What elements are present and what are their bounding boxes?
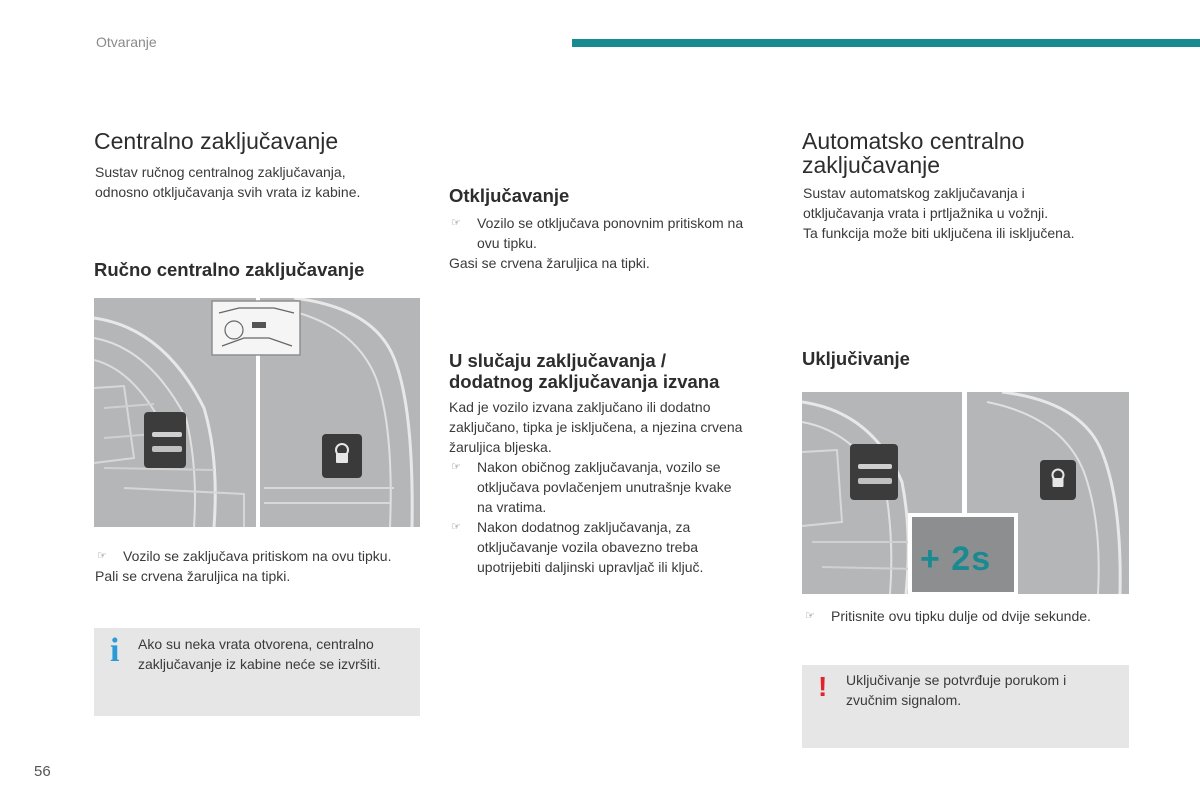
- intro-line: Ta funkcija može biti uključena ili isključena.: [803, 225, 1075, 241]
- ext-intro-line: zaključano, tipka je isključena, a njezina crvena: [449, 419, 743, 435]
- bullet-text: ovu tipku.: [477, 235, 537, 251]
- pointer-hand-icon: ☞: [805, 610, 815, 622]
- bullet-text: Vozilo se otključava ponovnim pritiskom na: [477, 215, 744, 231]
- note-line: zaključavanje iz kabine neće se izvršiti.: [138, 656, 381, 672]
- subtitle-line: U slučaju zaključavanja /: [449, 350, 666, 371]
- info-note-text: [138, 634, 381, 674]
- ext-intro-line: Kad je vozilo izvana zaključano ili dodatno: [449, 399, 711, 415]
- bullet-item: [803, 606, 1133, 626]
- note-line: Ako su neka vrata otvorena, centralno: [138, 636, 374, 652]
- section-label: Otvaranje: [96, 34, 157, 50]
- intro-line: Sustav ručnog centralnog zaključavanja,: [95, 164, 346, 180]
- bullet-text: na vratima.: [477, 499, 547, 515]
- header-accent-bar: [572, 39, 1200, 47]
- central-locking-intro: [95, 162, 360, 202]
- bullet-item: [449, 517, 784, 577]
- intro-line: Sustav automatskog zaključavanja i: [803, 185, 1025, 201]
- bullet-text: Nakon dodatnog zaključavanja, za: [477, 519, 691, 535]
- bullet-item: [449, 213, 779, 253]
- intro-line: otključavanja vrata i prtljažnika u vožnji.: [803, 205, 1049, 221]
- unlocking-instructions: [449, 213, 779, 273]
- dashboard-illustration: [94, 298, 420, 527]
- external-locking-text: [449, 397, 784, 577]
- pointer-hand-icon: ☞: [451, 461, 461, 473]
- bullet-text: upotrijebiti daljinski upravljač ili ključ.: [477, 559, 704, 575]
- warning-note-box: [802, 665, 1129, 748]
- info-note-box: [94, 628, 420, 716]
- pointer-hand-icon: ☞: [451, 521, 461, 533]
- warning-line: zvučnim signalom.: [846, 692, 962, 708]
- bullet-text: otključavanje vozila obavezno treba: [477, 539, 699, 555]
- warning-icon: !: [818, 671, 828, 702]
- title-line: zaključavanje: [802, 152, 941, 178]
- title-automatic-locking: [802, 129, 1024, 177]
- subtitle-activation: Uključivanje: [802, 348, 910, 369]
- pointer-hand-icon: ☞: [451, 217, 461, 229]
- warning-line: Uključivanje se potvrđuje porukom i: [846, 672, 1067, 688]
- bullet-text: Pritisnite ovu tipku dulje od dvije sekunde.: [831, 608, 1091, 624]
- activation-instructions: [803, 606, 1133, 626]
- automatic-locking-intro: [803, 183, 1075, 243]
- pointer-hand-icon: ☞: [97, 550, 107, 562]
- bullet-text: otključava povlačenjem unutrašnje kvake: [477, 479, 732, 495]
- bullet-text: Vozilo se zaključava pritiskom na ovu tipku.: [123, 548, 392, 564]
- bullet-item: [95, 546, 425, 566]
- intro-line: odnosno otključavanja svih vrata iz kabine.: [95, 184, 361, 200]
- ext-intro-line: žaruljica bljeska.: [449, 439, 552, 455]
- plus-two-seconds-badge: + 2s: [920, 540, 992, 578]
- subtitle-manual-locking: Ručno centralno zaključavanje: [94, 259, 365, 280]
- title-central-locking: Centralno zaključavanje: [94, 128, 339, 154]
- bullet-text: Nakon običnog zaključavanja, vozilo se: [477, 459, 721, 475]
- info-icon: i: [110, 632, 120, 669]
- bullet-item: [449, 457, 784, 517]
- title-line: Automatsko centralno: [802, 128, 1025, 154]
- page-number: 56: [34, 763, 51, 780]
- manual-lock-result: Pali se crvena žaruljica na tipki.: [95, 568, 291, 584]
- dashboard-lock-button-photo: [94, 298, 420, 527]
- subtitle-unlocking: Otključavanje: [449, 185, 570, 206]
- subtitle-external-locking: [449, 350, 719, 392]
- activation-button-photo: [802, 392, 1129, 594]
- unlocking-result: Gasi se crvena žaruljica na tipki.: [449, 255, 650, 271]
- warning-note-text: [846, 670, 1066, 710]
- subtitle-line: dodatnog zaključavanja izvana: [449, 371, 720, 392]
- manual-lock-instructions: [95, 546, 425, 586]
